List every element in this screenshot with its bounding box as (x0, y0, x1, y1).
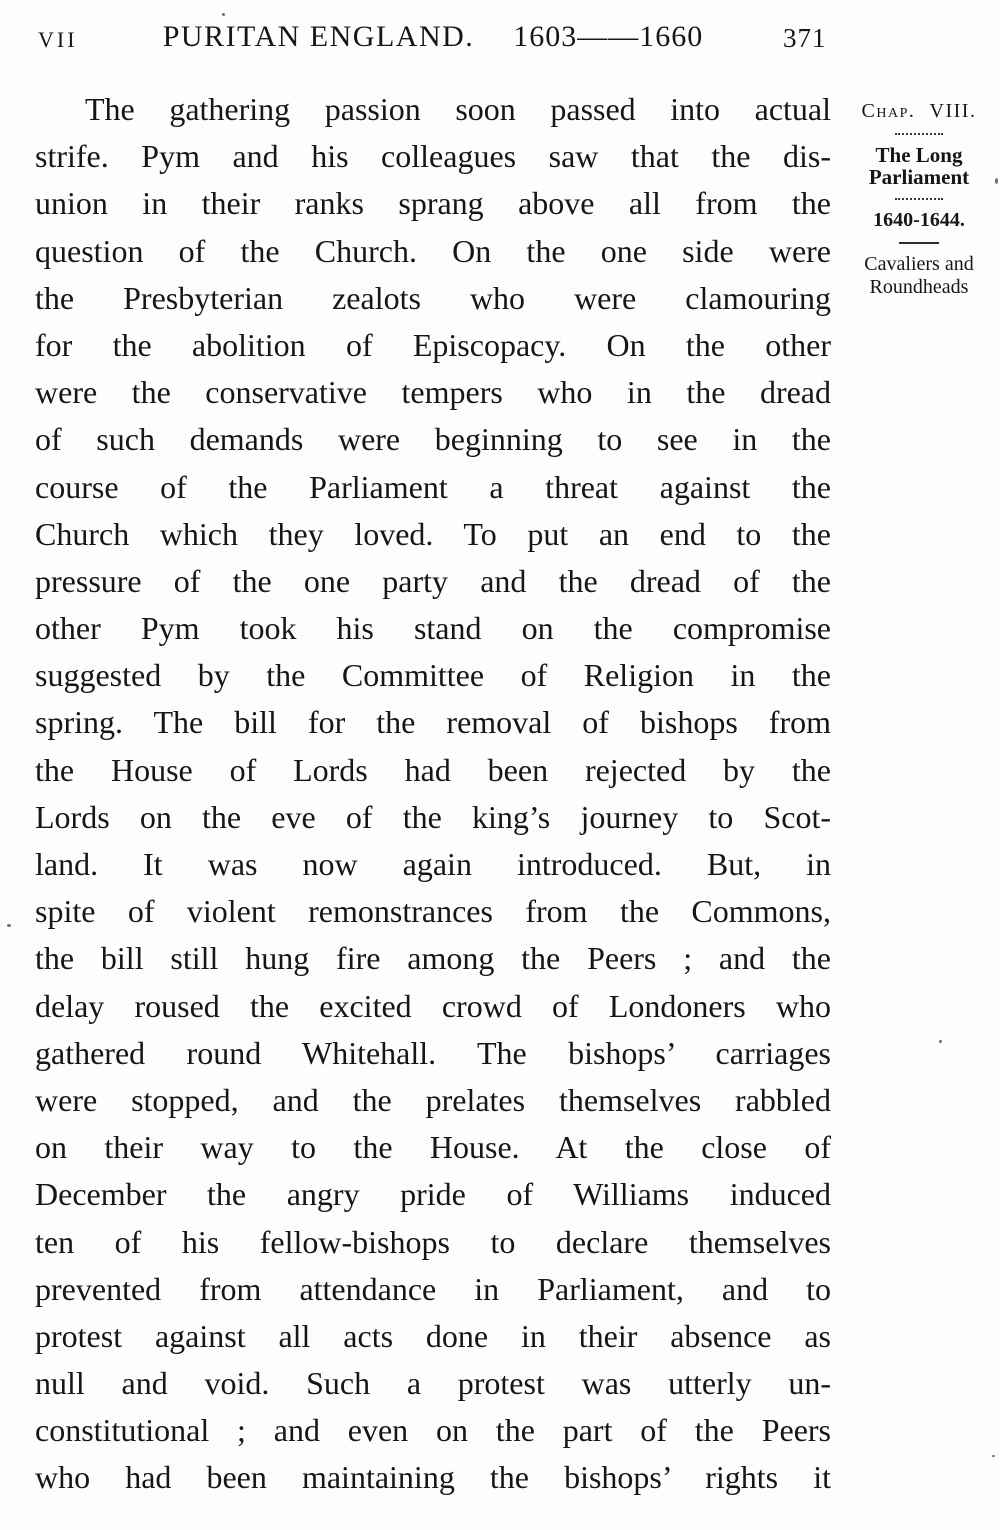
text-line: of such demands were beginning to see in the (35, 421, 831, 458)
text-line: other Pym took his stand on the compromise (35, 610, 831, 647)
scan-artifact (939, 1040, 942, 1043)
margin-divider-rule (899, 242, 939, 244)
chapter-folio: VII (38, 27, 78, 52)
scan-artifact (7, 924, 11, 927)
margin-note-cavaliers-roundheads: Cavaliers and Roundheads (864, 253, 974, 298)
text-line: union in their ranks sprang above all from the (35, 185, 831, 222)
text-line: prevented from attendance in Parliament, and to (35, 1270, 831, 1307)
text-line: spite of violent remonstrances from the Commons, (35, 893, 831, 930)
text-line: who had been maintaining the bishops’ rights it (35, 1459, 831, 1496)
text-line: were the conservative tempers who in the dread (35, 374, 831, 411)
scan-artifact (995, 178, 998, 184)
scan-artifact (992, 1455, 995, 1457)
text-line: gathered round Whitehall. The bishops’ carriages (35, 1034, 831, 1071)
text-line: for the abolition of Episcopacy. On the other (35, 326, 831, 363)
scan-artifact (222, 13, 225, 16)
text-line: the bill still hung fire among the Peers ; and the (35, 940, 831, 977)
running-title-text: PURITAN ENGLAND. (162, 20, 475, 53)
text-line: constitutional ; and even on the part of the Peers (35, 1412, 831, 1449)
text-line: were stopped, and the prelates themselves rabbled (35, 1081, 831, 1118)
margin-divider-rule (895, 198, 943, 200)
text-line: course of the Parliament a threat against the (35, 468, 831, 505)
text-line: protest against all acts done in their absence as (35, 1317, 831, 1354)
running-title (35, 20, 831, 54)
text-line: Church which they loved. To put an end to the (35, 515, 831, 552)
text-line: land. It was now again introduced. But, in (35, 846, 831, 882)
margin-divider-rule (895, 133, 943, 135)
margin-chapter-label: Chap. VIII. (861, 100, 977, 122)
body-text (35, 86, 831, 1502)
text-line: spring. The bill for the removal of bishops from (35, 704, 831, 741)
margin-note-long-parliament: The Long Parliament (868, 143, 970, 189)
margin-note-dates: 1640-1644. (873, 209, 965, 231)
text-line: suggested by the Committee of Religion in the (35, 657, 831, 694)
text-line: null and void. Such a protest was utterly un- (35, 1365, 831, 1402)
text-line: ten of his fellow-bishops to declare themselves (35, 1223, 831, 1260)
text-line: delay roused the excited crowd of Londoners who (35, 987, 831, 1024)
text-line: The gathering passion soon passed into actual (85, 91, 831, 127)
text-line: December the angry pride of Williams induced (35, 1176, 831, 1213)
page-number: 371 (783, 23, 827, 53)
text-line: Lords on the eve of the king’s journey to Scot- (35, 798, 831, 835)
text-line: question of the Church. On the one side were (35, 232, 831, 269)
text-line: strife. Pym and his colleagues saw that the dis- (35, 138, 831, 175)
text-line: pressure of the one party and the dread of the (35, 562, 831, 599)
running-title-dates: 1603——1660 (513, 20, 704, 53)
text-line: on their way to the House. At the close of (35, 1129, 831, 1166)
text-line: the House of Lords had been rejected by the (35, 751, 831, 788)
text-line: the Presbyterian zealots who were clamouring (35, 279, 831, 316)
margin-notes (843, 100, 995, 299)
